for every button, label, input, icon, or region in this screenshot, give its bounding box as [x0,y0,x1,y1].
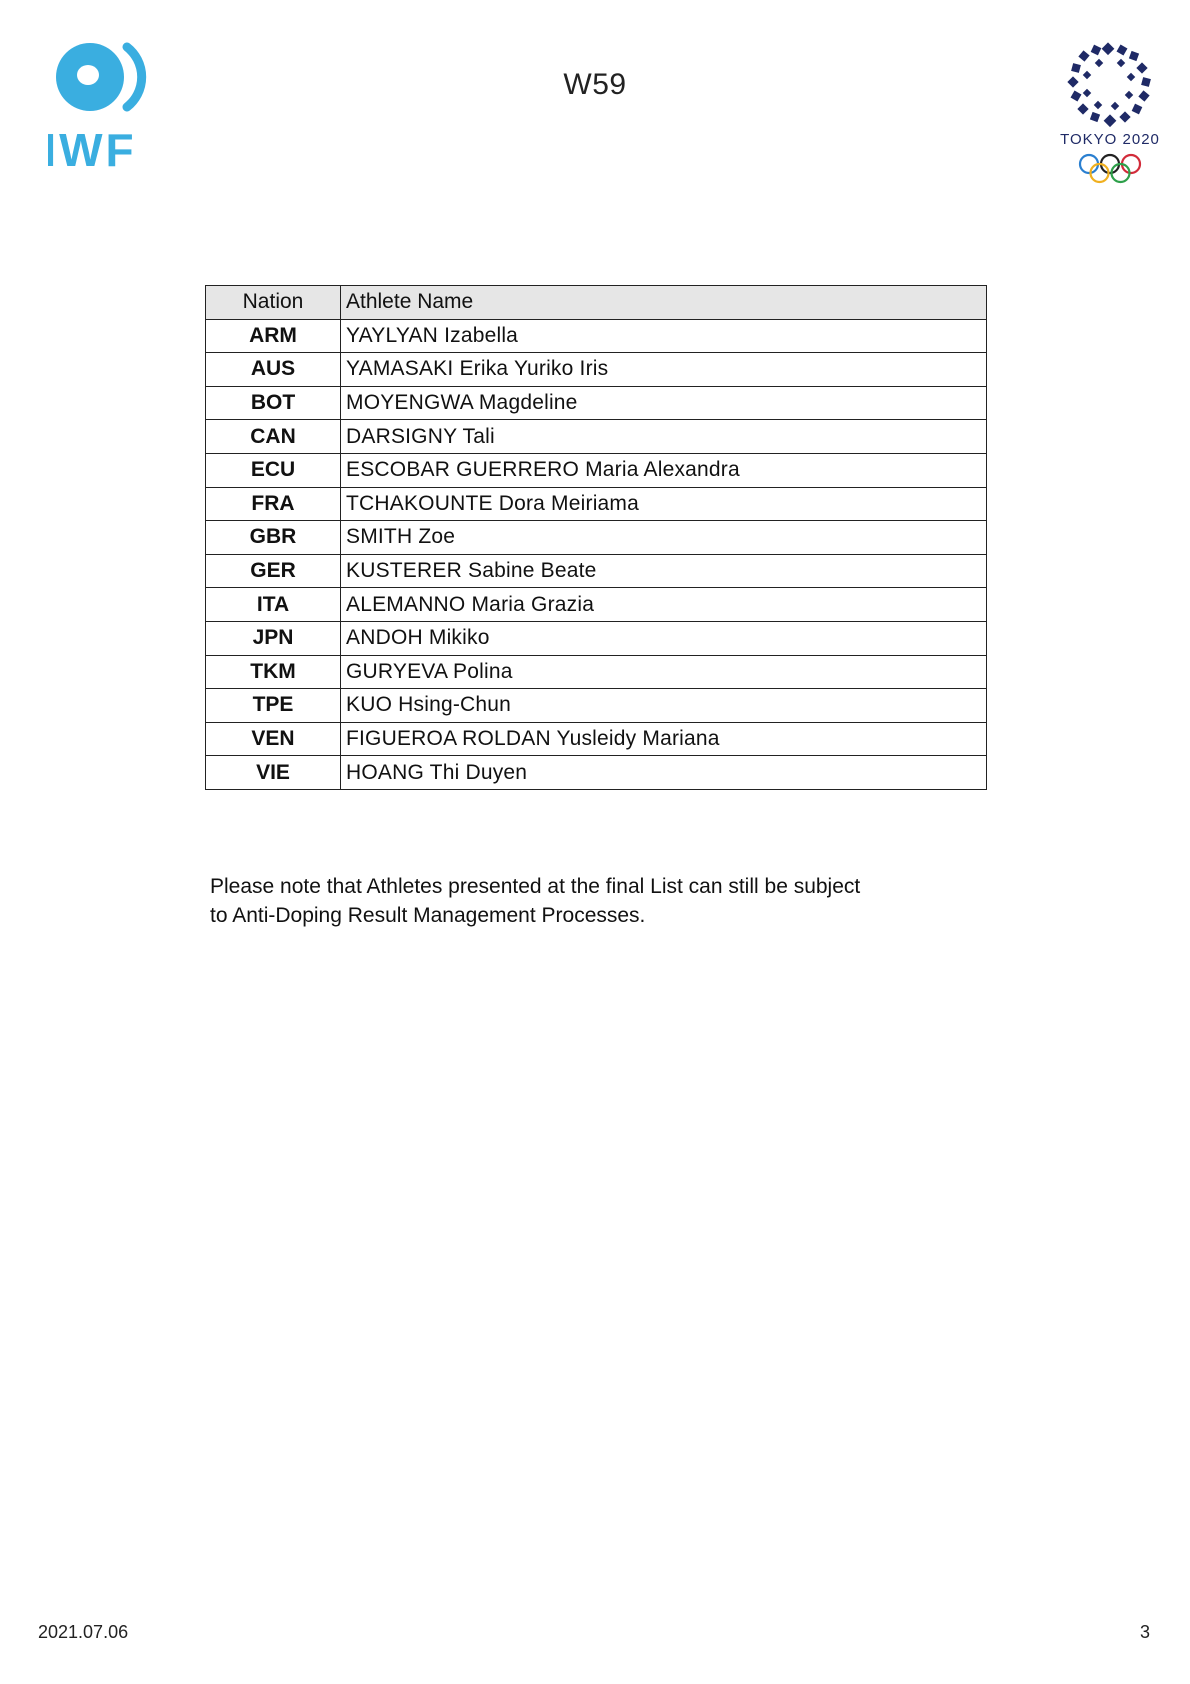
athlete-name-cell: KUO Hsing-Chun [341,689,987,723]
athlete-name-cell: ESCOBAR GUERRERO Maria Alexandra [341,453,987,487]
nation-cell: CAN [206,420,341,454]
column-header-nation: Nation [206,286,341,320]
table-row [206,386,987,420]
table-row [206,319,987,353]
athlete-name-cell: FIGUEROA ROLDAN Yusleidy Mariana [341,722,987,756]
nation-cell: JPN [206,621,341,655]
page-title: W59 [563,68,627,101]
table-row [206,420,987,454]
athlete-name-cell: ANDOH Mikiko [341,621,987,655]
athlete-name-cell: ALEMANNO Maria Grazia [341,588,987,622]
note-line-2: to Anti-Doping Result Management Processes. [210,904,646,927]
iwf-logo [48,40,158,180]
anti-doping-note [210,872,1010,930]
tokyo-2020-text: TOKYO 2020 [1060,131,1160,148]
athlete-name-cell: KUSTERER Sabine Beate [341,554,987,588]
tokyo-2020-emblem-icon [1060,40,1160,200]
page-number: 3 [1140,1622,1151,1642]
column-header-athlete-name: Athlete Name [341,286,987,320]
nation-cell: TKM [206,655,341,689]
table-header-row [206,286,987,320]
table-row [206,621,987,655]
tokyo-2020-logo [1060,40,1160,200]
footer-date: 2021.07.06 [38,1622,129,1642]
note-line-1: Please note that Athletes presented at the final List can still be subject [210,875,861,898]
athlete-name-cell: SMITH Zoe [341,521,987,555]
table-row [206,453,987,487]
table-row [206,722,987,756]
nation-cell: GBR [206,521,341,555]
nation-cell: ECU [206,453,341,487]
nation-cell: FRA [206,487,341,521]
table-row [206,756,987,790]
nation-cell: AUS [206,353,341,387]
table-row [206,487,987,521]
nation-cell: ITA [206,588,341,622]
athlete-name-cell: MOYENGWA Magdeline [341,386,987,420]
table-row [206,655,987,689]
athlete-name-cell: TCHAKOUNTE Dora Meiriama [341,487,987,521]
nation-cell: BOT [206,386,341,420]
nation-cell: VEN [206,722,341,756]
athlete-table [205,285,987,790]
nation-cell: VIE [206,756,341,790]
nation-cell: ARM [206,319,341,353]
iwf-logo-icon [48,40,158,180]
table-row [206,554,987,588]
table-row [206,588,987,622]
iwf-logo-text: IWF [48,124,137,176]
athlete-name-cell: DARSIGNY Tali [341,420,987,454]
athlete-name-cell: HOANG Thi Duyen [341,756,987,790]
table-row [206,353,987,387]
nation-cell: TPE [206,689,341,723]
table-row [206,521,987,555]
table-row [206,689,987,723]
athlete-name-cell: GURYEVA Polina [341,655,987,689]
athlete-name-cell: YAMASAKI Erika Yuriko Iris [341,353,987,387]
nation-cell: GER [206,554,341,588]
athlete-name-cell: YAYLYAN Izabella [341,319,987,353]
